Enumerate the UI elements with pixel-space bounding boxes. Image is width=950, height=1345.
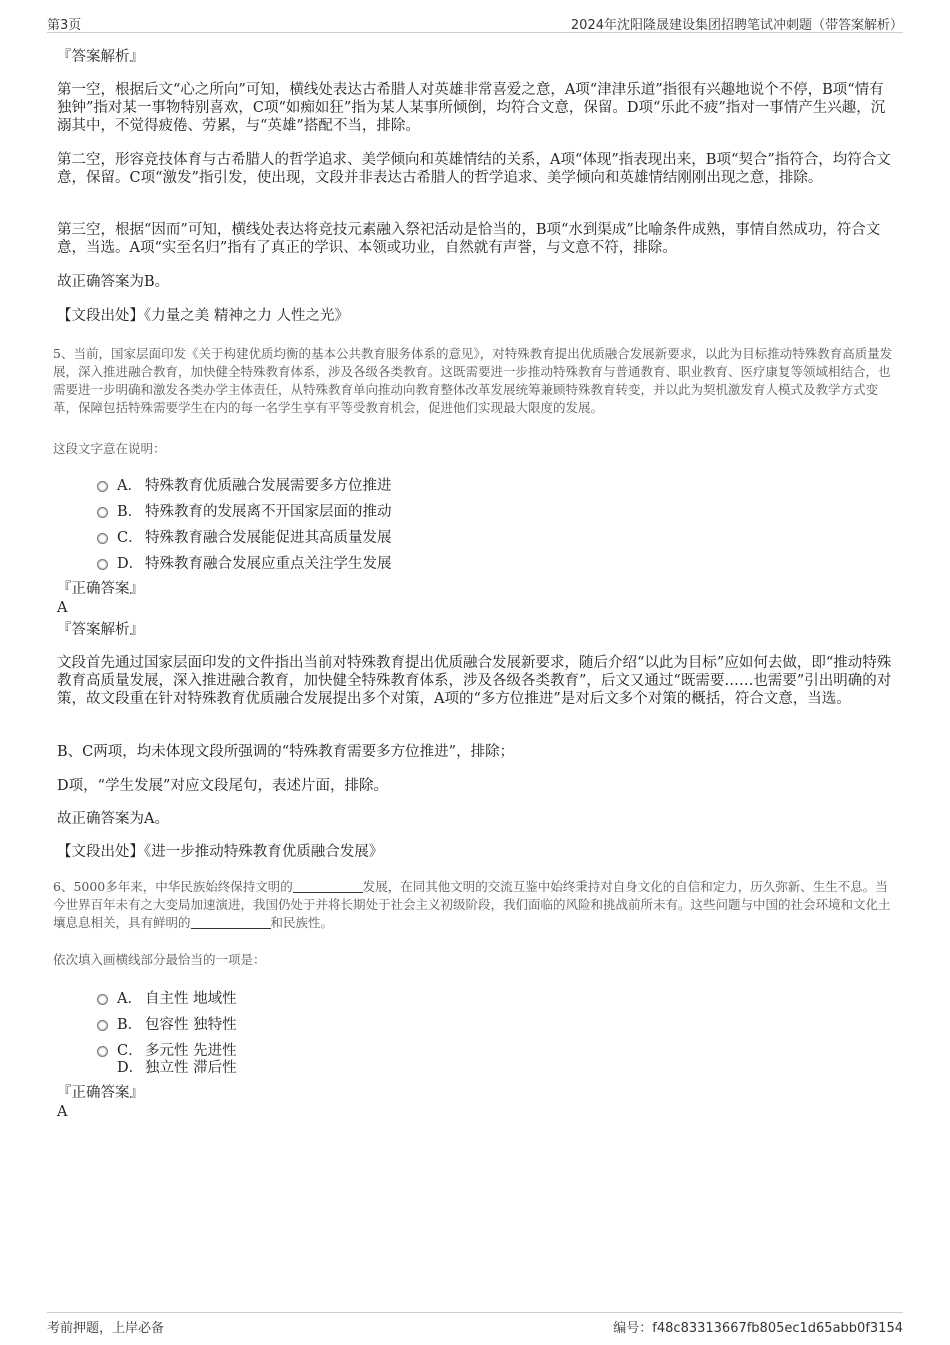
q6-option-a[interactable]: [97, 987, 237, 1007]
page-number: 第3页: [47, 18, 82, 33]
q6-stem-part-2: 发展，在同其他文明的交流互鉴中始终秉持对自身文化的自信和定力，历久弥新、生生不息。当今世界百年未有之大变局加速演进，我国仍处于并将长期处于社会主义初级阶段，我们面临的风险和挑战前所未有。这些问题与中国的社会环境和文化土壤息息相关，具有鲜明的: [53, 879, 891, 930]
option-text: 独立性 滞后性: [145, 1060, 237, 1076]
option-label: B．: [117, 504, 143, 520]
q5-answer: A: [57, 600, 68, 616]
q6-stem: [53, 878, 895, 932]
footer-slogan: 考前押题，上岸必备: [47, 1321, 165, 1336]
radio-icon[interactable]: [97, 507, 108, 518]
q6-answer: A: [57, 1104, 68, 1120]
q4-source: 【文段出处】《力量之美 精神之力 人性之光》: [57, 308, 349, 324]
option-text: 特殊教育的发展离不开国家层面的推动: [145, 504, 392, 520]
option-text: 特殊教育融合发展能促进其高质量发展: [145, 530, 392, 546]
fill-blank-2: [191, 916, 271, 929]
q5-analysis-label: 『答案解析』: [57, 622, 144, 638]
q5-analysis-p3: D项，“学生发展”对应文段尾句，表述片面，排除。: [57, 778, 388, 794]
option-text: 特殊教育优质融合发展需要多方位推进: [145, 478, 392, 494]
q5-stem: 5、当前，国家层面印发《关于构建优质均衡的基本公共教育服务体系的意见》，对特殊教育提出优质融合发展新要求，以此为目标推动特殊教育高质量发展，深入推进融合教育，加快健全特殊教育体系，涉及各级各类教育。这既需要进一步推动特殊教育与普通教育、职业教育、医疗康复等领域相结合，也需要进一步明确和激发各类办学主体责任，从特殊教育单向推动向教育整体改革发展统筹兼顾特殊教育转变，并以此为契机激发育人模式及教学方式变革，保障包括特殊需要学生在内的每一名学生享有平等受教育机会，促进他们实现最大限度的发展。: [53, 346, 893, 415]
fill-blank-1: [293, 880, 363, 893]
radio-icon[interactable]: [97, 559, 108, 570]
q6-stem-part-1: 6、5000多年来，中华民族始终保持文明的: [53, 879, 293, 894]
option-label: C．: [117, 1043, 143, 1059]
q6-answer-label: 『正确答案』: [57, 1085, 144, 1101]
option-text: 自主性 地域性: [145, 991, 237, 1007]
document-id: 编号：f48c83313667fb805ec1d65abb0f3154: [613, 1321, 903, 1336]
option-label: B．: [117, 1017, 143, 1033]
q5-source: 【文段出处】《进一步推动特殊教育优质融合发展》: [57, 844, 384, 860]
option-label: A．: [117, 478, 142, 494]
option-label: A．: [117, 991, 142, 1007]
radio-icon[interactable]: [97, 994, 108, 1005]
q4-conclusion: 故正确答案为B。: [57, 274, 170, 290]
q5-option-a[interactable]: [97, 474, 392, 494]
q4-analysis-label: 『答案解析』: [57, 49, 144, 65]
q5-question: 这段文字意在说明：: [53, 441, 166, 456]
q5-analysis-p1: 文段首先通过国家层面印发的文件指出当前对特殊教育提出优质融合发展新要求，随后介绍“以此为目标”应如何去做，即“推动特殊教育高质量发展，深入推进融合教育，加快健全特殊教育体系，涉及各级各类教育”，后文又通过“既需要……也需要”引出明确的对策，故文段重在针对特殊教育优质融合发展提出多个对策，A项的“多方位推进”是对后文多个对策的概括，符合文意，当选。: [57, 655, 892, 707]
q5-option-d[interactable]: [97, 552, 392, 572]
q5-option-c[interactable]: [97, 526, 392, 546]
q6-option-b[interactable]: [97, 1013, 237, 1033]
q6-question: 依次填入画横线部分最恰当的一项是：: [53, 952, 266, 967]
radio-icon[interactable]: [97, 533, 108, 544]
q6-option-d[interactable]: [97, 1056, 237, 1076]
option-label: D．: [117, 556, 144, 572]
option-label: C．: [117, 530, 143, 546]
radio-icon[interactable]: [97, 481, 108, 492]
document-title: 2024年沈阳隆晟建设集团招聘笔试冲刺题（带答案解析）: [570, 18, 903, 33]
q5-answer-label: 『正确答案』: [57, 581, 144, 597]
option-text: 多元性 先进性: [145, 1043, 237, 1059]
radio-icon[interactable]: [97, 1020, 108, 1031]
q5-analysis-p2: B、C两项，均未体现文段所强调的“特殊教育需要多方位推进”，排除；: [57, 744, 515, 760]
q4-analysis-p3: 第三空，根据“因而”可知，横线处表达将竞技元素融入祭祀活动是恰当的，B项“水到渠成”比喻条件成熟，事情自然成功，符合文意，当选。A项“实至名归”指有了真正的学识、本领或功业，自然就有声誉，与文意不符，排除。: [57, 222, 881, 256]
page-footer: [47, 1312, 903, 1337]
q4-analysis-p2: 第二空，形容竞技体育与古希腊人的哲学追求、美学倾向和英雄情结的关系，A项“体现”指表现出来，B项“契合”指符合，均符合文意，保留。C项“激发”指引发，使出现，文段并非表达古希腊人的哲学追求、美学倾向和英雄情结刚刚出现之意，排除。: [57, 152, 891, 186]
option-text: 特殊教育融合发展应重点关注学生发展: [145, 556, 392, 572]
q6-stem-part-3: 和民族性。: [270, 915, 334, 930]
q5-option-b[interactable]: [97, 500, 392, 520]
page-header: [47, 12, 903, 33]
q4-analysis-p1: 第一空，根据后文“心之所向”可知，横线处表达古希腊人对英雄非常喜爱之意，A项“津津乐道”指很有兴趣地说个不停，B项“情有独钟”指对某一事物特别喜欢，C项“如痴如狂”指为某人某事所倾倒，均符合文意，保留。D项“乐此不疲”指对一事情产生兴趣，沉溺其中，不觉得疲倦、劳累，与“英雄”搭配不当，排除。: [57, 82, 886, 134]
option-label: D．: [117, 1060, 144, 1076]
option-text: 包容性 独特性: [145, 1017, 237, 1033]
q5-conclusion: 故正确答案为A。: [57, 811, 169, 827]
